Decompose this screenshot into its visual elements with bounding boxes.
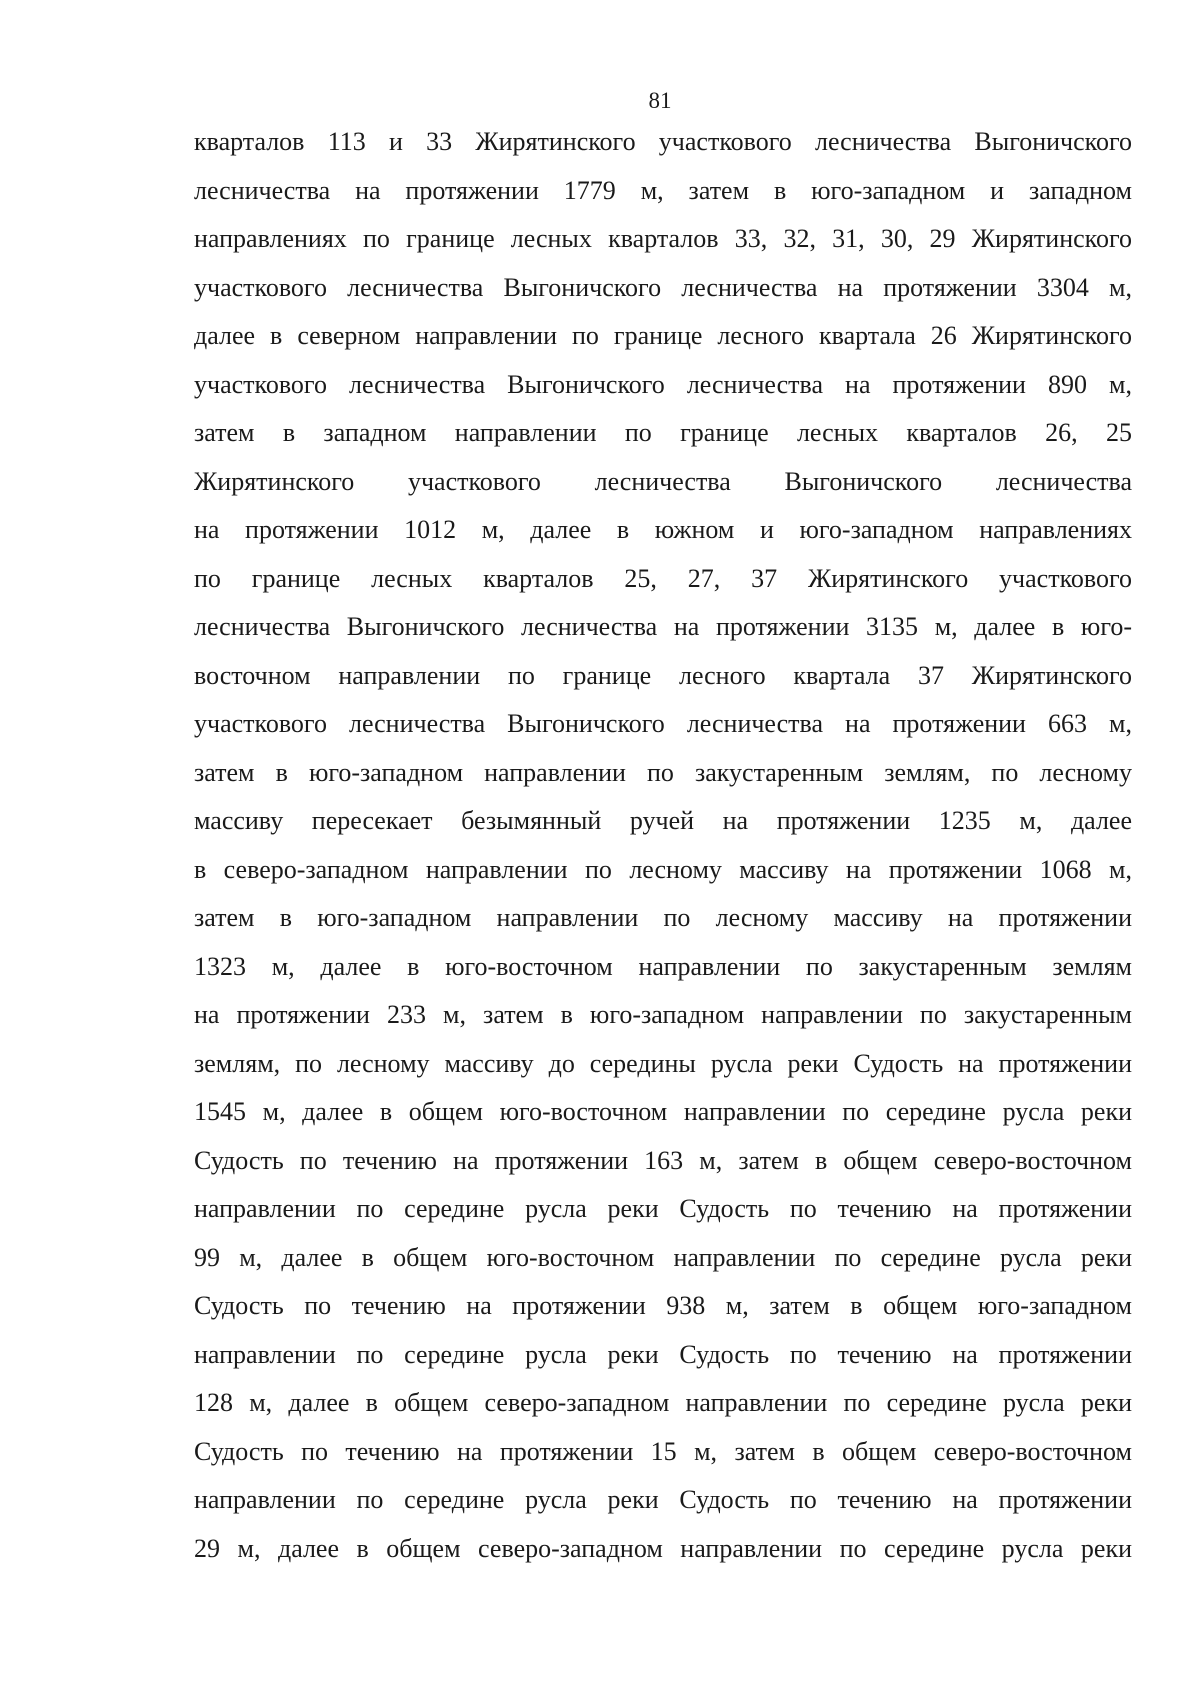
text-line: 29 м, далее в общем северо-западном направлении по середине русла реки — [194, 1533, 1132, 1563]
text-line: Судость по течению на протяжении 15 м, затем в общем северо-восточном — [194, 1436, 1132, 1466]
text-line: участкового лесничества Выгоничского лесничества на протяжении 3304 м, — [194, 272, 1132, 302]
text-line: направлении по середине русла реки Судость по течению на протяжении — [194, 1339, 1132, 1369]
text-line: участкового лесничества Выгоничского лесничества на протяжении 663 м, — [194, 709, 1132, 738]
text-line: массиву пересекает безымянный ручей на протяжении 1235 м, далее — [194, 806, 1132, 835]
text-line: лесничества Выгоничского лесничества на протяжении 3135 м, далее в юго- — [194, 612, 1132, 641]
text-line: затем в западном направлении по границе лесных кварталов 26, 25 — [194, 418, 1132, 447]
text-line: участкового лесничества Выгоничского лесничества на протяжении 890 м, — [194, 369, 1132, 399]
text-line: в северо-западном направлении по лесному массиву на протяжении 1068 м, — [194, 854, 1132, 884]
text-line: далее в северном направлении по границе лесного квартала 26 Жирятинского — [194, 321, 1132, 350]
text-line: направлениях по границе лесных кварталов 33, 32, 31, 30, 29 Жирятинского — [194, 224, 1132, 253]
text-line: восточном направлении по границе лесного квартала 37 Жирятинского — [194, 660, 1132, 690]
text-line: на протяжении 233 м, затем в юго-западном направлении по закустаренным — [194, 1000, 1132, 1029]
text-line: 99 м, далее в общем юго-восточном направлении по середине русла реки — [194, 1242, 1132, 1272]
text-line: Судость по течению на протяжении 938 м, затем в общем юго-западном — [194, 1291, 1132, 1320]
text-line: лесничества на протяжении 1779 м, затем в юго-западном и западном — [194, 175, 1132, 205]
text-line: затем в юго-западном направлении по закустаренным землям, по лесному — [194, 757, 1132, 787]
text-line: затем в юго-западном направлении по лесному массиву на протяжении — [194, 903, 1132, 932]
text-line: 1323 м, далее в юго-восточном направлении по закустаренным землям — [194, 951, 1132, 981]
text-line: направлении по середине русла реки Судость по течению на протяжении — [194, 1194, 1132, 1223]
text-line: 1545 м, далее в общем юго-восточном направлении по середине русла реки — [194, 1097, 1132, 1126]
text-line: по границе лесных кварталов 25, 27, 37 Жирятинского участкового — [194, 563, 1132, 593]
text-line: 128 м, далее в общем северо-западном направлении по середине русла реки — [194, 1388, 1132, 1417]
text-line: на протяжении 1012 м, далее в южном и юго-западном направлениях — [194, 515, 1132, 544]
text-line: направлении по середине русла реки Судость по течению на протяжении — [194, 1485, 1132, 1514]
text-line: Жирятинского участкового лесничества Выгоничского лесничества — [194, 466, 1132, 496]
text-line: кварталов 113 и 33 Жирятинского участкового лесничества Выгоничского — [194, 127, 1132, 156]
text-line: Судость по течению на протяжении 163 м, затем в общем северо-восточном — [194, 1145, 1132, 1175]
text-line: землям, по лесному массиву до середины русла реки Судость на протяжении — [194, 1048, 1132, 1078]
page-number: 81 — [648, 88, 672, 113]
document-body — [194, 118, 1132, 1573]
